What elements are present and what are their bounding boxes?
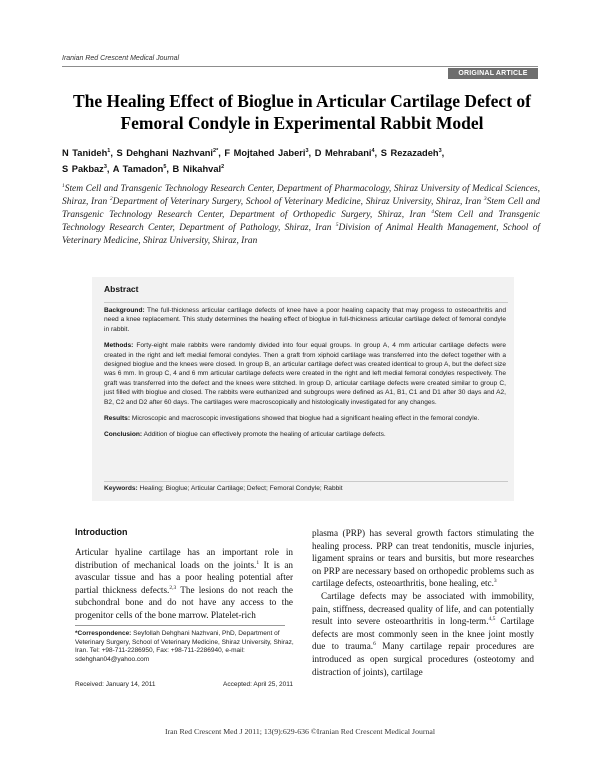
correspondence: *Correspondence: Seyfollah Dehghani Nazhvani, PhD, Department of Veterinary Surgery, School of Veterinary Medicine, Shiraz University, Shiraz, Iran. Tel: +98-711-2286950, Fax: +98-711-2286940, e-mail: sdehghan04@yahoo.com xyxy=(75,630,294,663)
intro-paragraph: plasma (PRP) has several growth factors stimulating the healing process. PRP can treat tendonitis, muscle injuries, ligament sprains or tears and bursitis, but more researches on PRP are necessary based on orthopedic problems such as cartilage defects, osteoarthritis, bone healing, etc.$^3$ xyxy=(312,528,534,589)
abstract-divider xyxy=(104,302,508,303)
abstract-methods: Methods: Forty-eight male rabbits were randomly divided into four equal groups. In group A, 4 mm articular cartilage defects were created in the right and left medial femoral condyles. Then a graft from xiphoid cartilage was transferred into the defect together with a designed bioglue and the knees were closed. In group B, an articular cartilage defect was created identical to group A, but the defect size was 6 mm. In group C, 4 and 6 mm articular cartilage defects were created in the right and left medial femoral condyles respectively. The graft was transferred into the defect and the knees were stitched. In group D, articular cartilage defects were created similar to group C, just filled with bioglue and closed. The rabbits were euthanized and subgroups were defined as A1, B1, C1 and D1 after 30 days and A2, B2, C2 and D2 after 60 days. The cartilages were macroscopically and histologically investigated for any changes. xyxy=(104,342,506,406)
author: A Tamadon$^5$, xyxy=(112,163,173,174)
journal-name: Iranian Red Crescent Medical Journal xyxy=(62,55,180,62)
article-type-badge: ORIGINAL ARTICLE xyxy=(448,68,538,79)
accepted-date: Accepted: April 25, 2011 xyxy=(223,681,293,688)
received-date: Received: January 14, 2011 xyxy=(75,681,156,688)
abstract-results: Results: Microscopic and macroscopic investigations showed that bioglue had a significant healing effect in the femoral condyle. xyxy=(104,415,480,423)
author: B Nikahval$^2$ xyxy=(172,163,225,174)
intro-paragraph: Cartilage defects may be associated with immobility, pain, stiffness, decreased quality of life, and can potentially result into severe osteoarthritis in long-term.$^{4,5}$ Cartilage defects are most commonly seen in the knee joint mostly due to trauma.$^6$ Many cartilage repair procedures are introduced as open surgical procedures (osteotomy and distraction of joints), cartilage xyxy=(312,590,535,677)
author: N Tanideh$^1$, xyxy=(62,147,117,158)
keywords-divider xyxy=(104,481,508,482)
author: S Dehghani Nazhvani$^{2*}$, xyxy=(116,147,225,158)
article-title: The Healing Effect of Bioglue in Articular Cartilage Defect of Femoral Condyle in Experimental Rabbit Model xyxy=(73,91,531,133)
abstract-background: Background: The full-thickness articular cartilage defects of knee have a poor healing capacity that may progess to osteoarthritis and need a knee replacement. This study determines the healing effect of bioglue in full-thickness articular cartilage defect of femoral condyle in rabbit. xyxy=(104,307,506,333)
abstract-body xyxy=(104,306,506,447)
article-dates xyxy=(75,681,293,688)
abstract-heading: Abstract xyxy=(104,284,139,294)
introduction-heading: Introduction xyxy=(75,527,128,537)
abstract-conclusion: Conclusion: Addition of bioglue can effectively promote the healing of articular cartilage defects. xyxy=(104,431,386,439)
intro-column-right xyxy=(312,527,534,678)
author: D Mehrabani$^4$, xyxy=(314,147,381,158)
affiliations: $^1$Stem Cell and Transgenic Technology Research Center, Department of Pharmacology, Shiraz University of Medical Sciences, Shiraz, Iran $^2$Department of Veterinary Surgery, School of Veterinary Medicine, Shiraz University, Shiraz, Iran $^3$Stem Cell and Transgenic Technology Research Center, Department of Orthopedic Surgery, Shiraz, Iran $^4$Stem Cell and Transgenic Technology Research Center, Department of Pathology, Shiraz, Iran $^5$Division of Animal Health Management, School of Veterinary Medicine, Shiraz University, Shiraz, Iran xyxy=(62,182,540,246)
intro-column-left xyxy=(75,546,293,622)
header-rule xyxy=(62,66,538,67)
author: F Mojtahed Jaberi$^3$, xyxy=(224,147,315,158)
author-list xyxy=(62,146,542,177)
correspondence-divider xyxy=(75,625,285,626)
keywords: Keywords: Healing; Bioglue; Articular Cartilage; Defect; Femoral Condyle; Rabbit xyxy=(104,485,343,492)
intro-paragraph: Articular hyaline cartilage has an important role in distribution of mechanical loads on the joints.$^1$ It is an avascular tissue and has a poor healing potential after partial thickness defects.$^{2,3}$ The lesions do not reach the subchondral bone and do not have any access to the progenitor cells of the bone marrow. Platelet-rich xyxy=(75,547,293,620)
author: S Rezazadeh$^3$, xyxy=(380,147,445,158)
author: S Pakbaz$^3$, xyxy=(62,163,113,174)
page-footer: Iran Red Crescent Med J 2011; 13(9):629-636 ©Iranian Red Crescent Medical Journal xyxy=(164,727,435,736)
